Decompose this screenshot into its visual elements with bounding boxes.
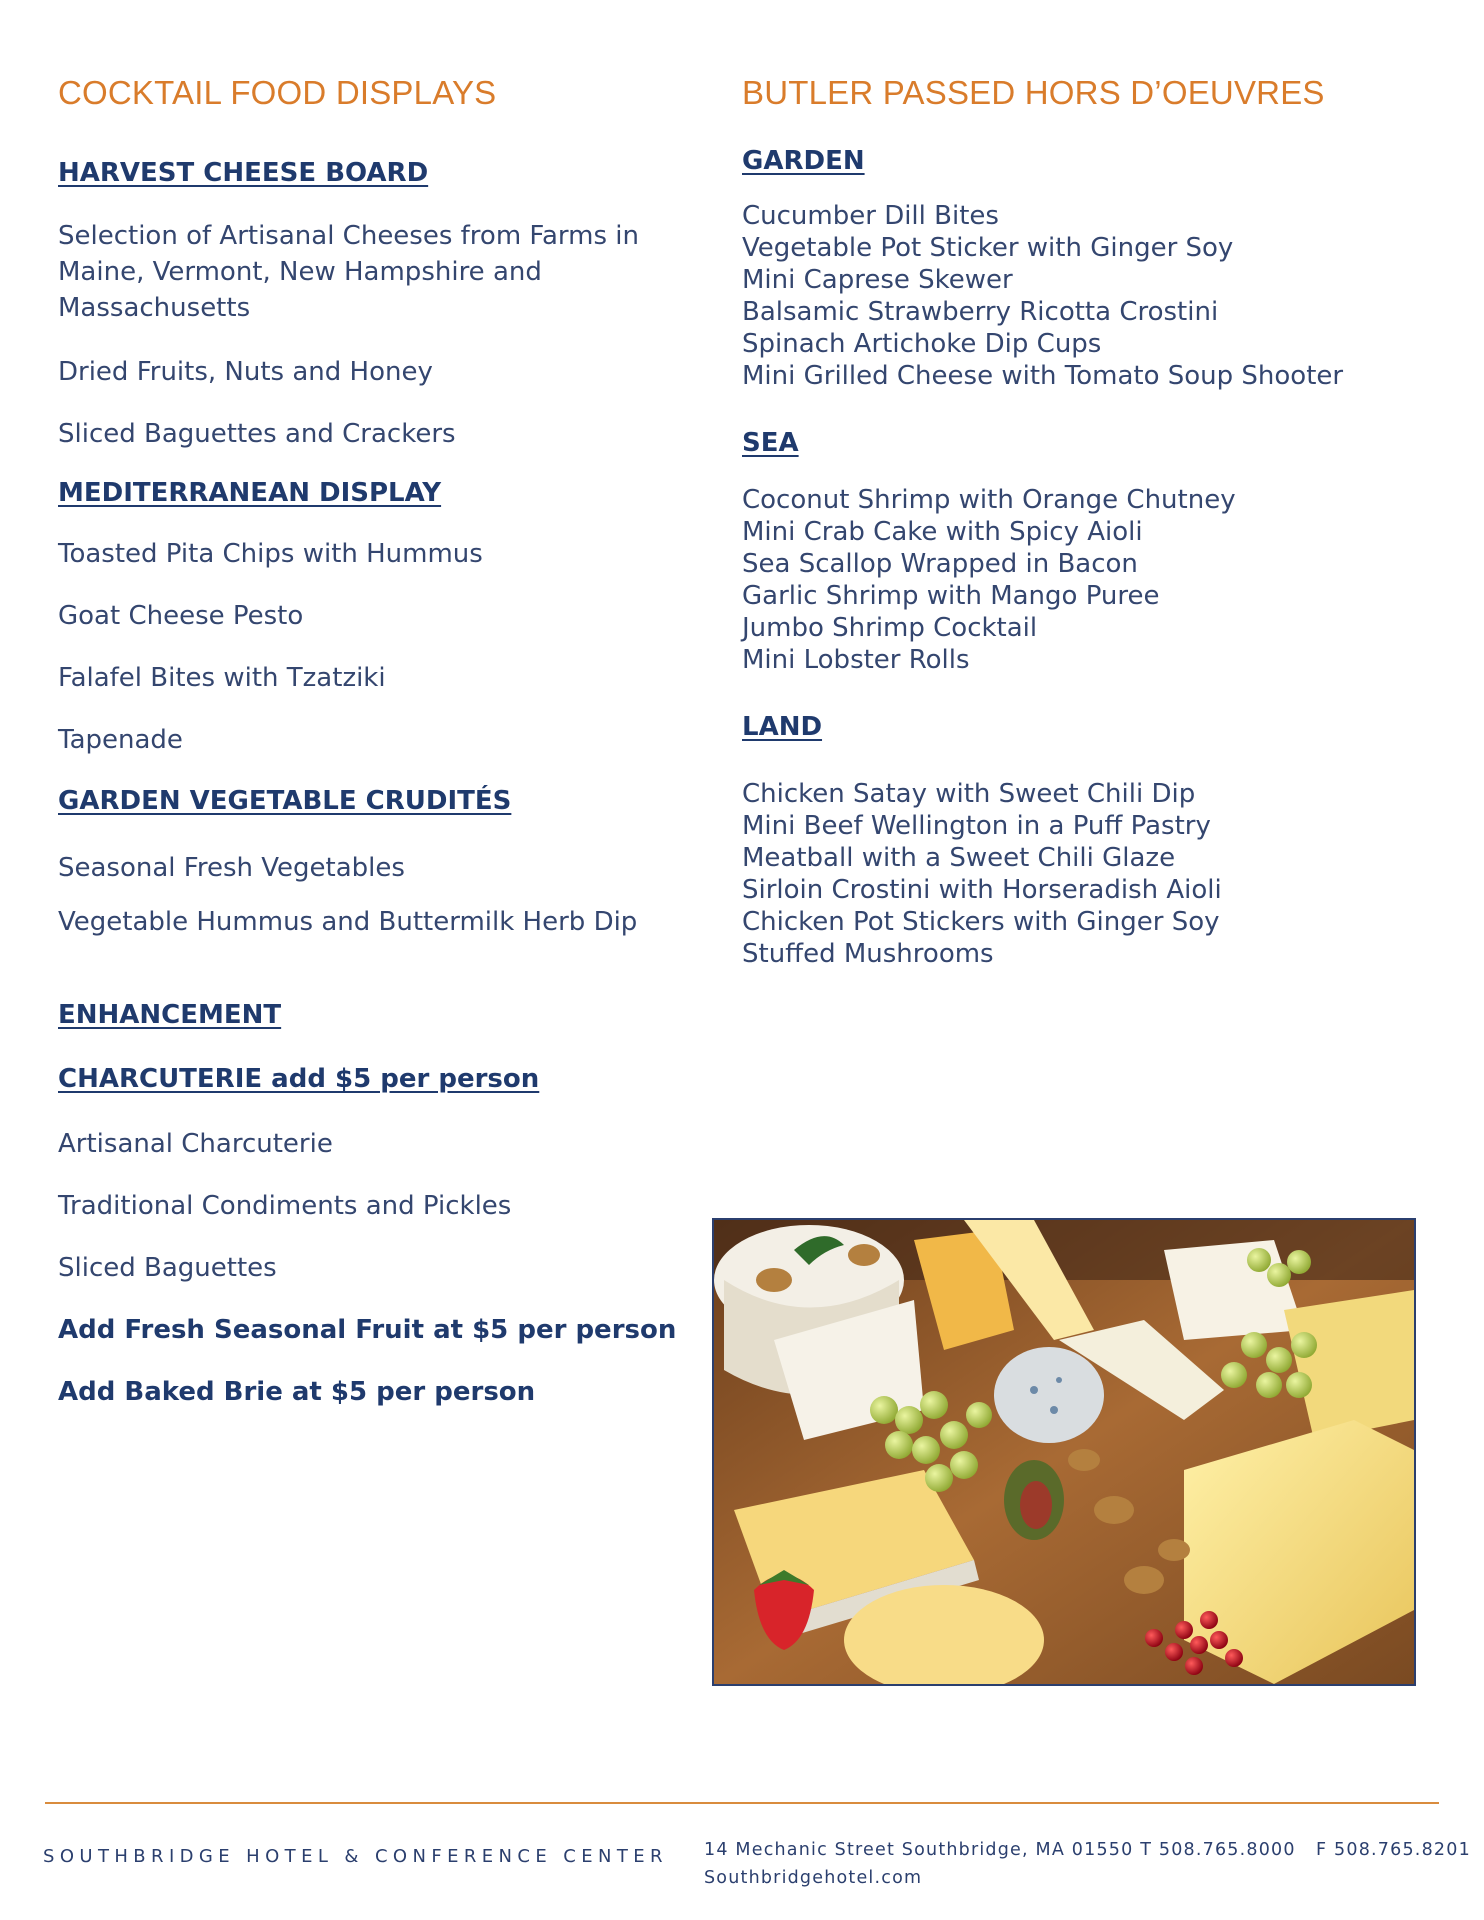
address-line: 14 Mechanic Street Southbridge, MA 01550 T 508.765.8000 F 508.765.8201 (704, 1840, 1471, 1860)
land-heading: LAND (742, 712, 823, 742)
harvest-item: Selection of Artisanal Cheeses from Farms in Maine, Vermont, New Hampshire and Massachusetts (58, 221, 640, 323)
list-item: Balsamic Strawberry Ricotta Crostini (742, 297, 1219, 327)
charcuterie-item: Artisanal Charcuterie (58, 1129, 333, 1159)
sea-heading: SEA (742, 428, 799, 458)
harvest-cheese-board-heading: HARVEST CHEESE BOARD (58, 158, 429, 188)
list-item: Chicken Pot Stickers with Ginger Soy (742, 907, 1220, 937)
garden-heading: GARDEN (742, 146, 865, 176)
sea-list (742, 484, 1236, 676)
footer-divider (45, 1802, 1439, 1804)
list-item: Chicken Satay with Sweet Chili Dip (742, 779, 1196, 809)
list-item: Meatball with a Sweet Chili Glaze (742, 843, 1176, 873)
enhancement-heading: ENHANCEMENT (58, 1000, 282, 1030)
land-list (742, 778, 1222, 970)
cocktail-displays-title: COCKTAIL FOOD DISPLAYS (58, 74, 497, 111)
list-item: Mini Caprese Skewer (742, 265, 1013, 295)
charcuterie-heading: CHARCUTERIE add $5 per person (58, 1064, 540, 1094)
list-item: Sea Scallop Wrapped in Bacon (742, 549, 1138, 579)
website-link[interactable]: Southbridgehotel.com (704, 1868, 923, 1888)
cheese-board-photo (712, 1218, 1416, 1686)
mediterranean-item: Tapenade (58, 725, 183, 755)
mediterranean-item: Goat Cheese Pesto (58, 601, 304, 631)
list-item: Cucumber Dill Bites (742, 201, 999, 231)
butler-passed-title: BUTLER PASSED HORS D’OEUVRES (742, 74, 1325, 111)
harvest-item: Dried Fruits, Nuts and Honey (58, 357, 433, 387)
list-item: Mini Beef Wellington in a Puff Pastry (742, 811, 1211, 841)
list-item: Spinach Artichoke Dip Cups (742, 329, 1102, 359)
crudites-item: Vegetable Hummus and Buttermilk Herb Dip (58, 907, 638, 937)
garden-list (742, 200, 1343, 392)
list-item: Garlic Shrimp with Mango Puree (742, 581, 1160, 611)
list-item: Mini Crab Cake with Spicy Aioli (742, 517, 1143, 547)
list-item: Coconut Shrimp with Orange Chutney (742, 485, 1236, 515)
list-item: Vegetable Pot Sticker with Ginger Soy (742, 233, 1234, 263)
mediterranean-item: Toasted Pita Chips with Hummus (58, 539, 483, 569)
add-brie-note: Add Baked Brie at $5 per person (58, 1377, 536, 1407)
mediterranean-display-heading: MEDITERRANEAN DISPLAY (58, 478, 442, 508)
hotel-name: SOUTHBRIDGE HOTEL & CONFERENCE CENTER (43, 1846, 668, 1867)
garden-crudites-heading: GARDEN VEGETABLE CRUDITÉS (58, 786, 512, 816)
harvest-item: Sliced Baguettes and Crackers (58, 419, 456, 449)
contact-info (704, 1836, 1471, 1892)
add-fruit-note: Add Fresh Seasonal Fruit at $5 per person (58, 1315, 677, 1345)
charcuterie-item: Traditional Condiments and Pickles (58, 1191, 512, 1221)
list-item: Jumbo Shrimp Cocktail (742, 613, 1038, 643)
crudites-item: Seasonal Fresh Vegetables (58, 853, 405, 883)
list-item: Mini Lobster Rolls (742, 645, 970, 675)
list-item: Mini Grilled Cheese with Tomato Soup Shooter (742, 361, 1344, 391)
list-item: Stuffed Mushrooms (742, 939, 994, 969)
mediterranean-item: Falafel Bites with Tzatziki (58, 663, 386, 693)
list-item: Sirloin Crostini with Horseradish Aioli (742, 875, 1222, 905)
charcuterie-item: Sliced Baguettes (58, 1253, 277, 1283)
